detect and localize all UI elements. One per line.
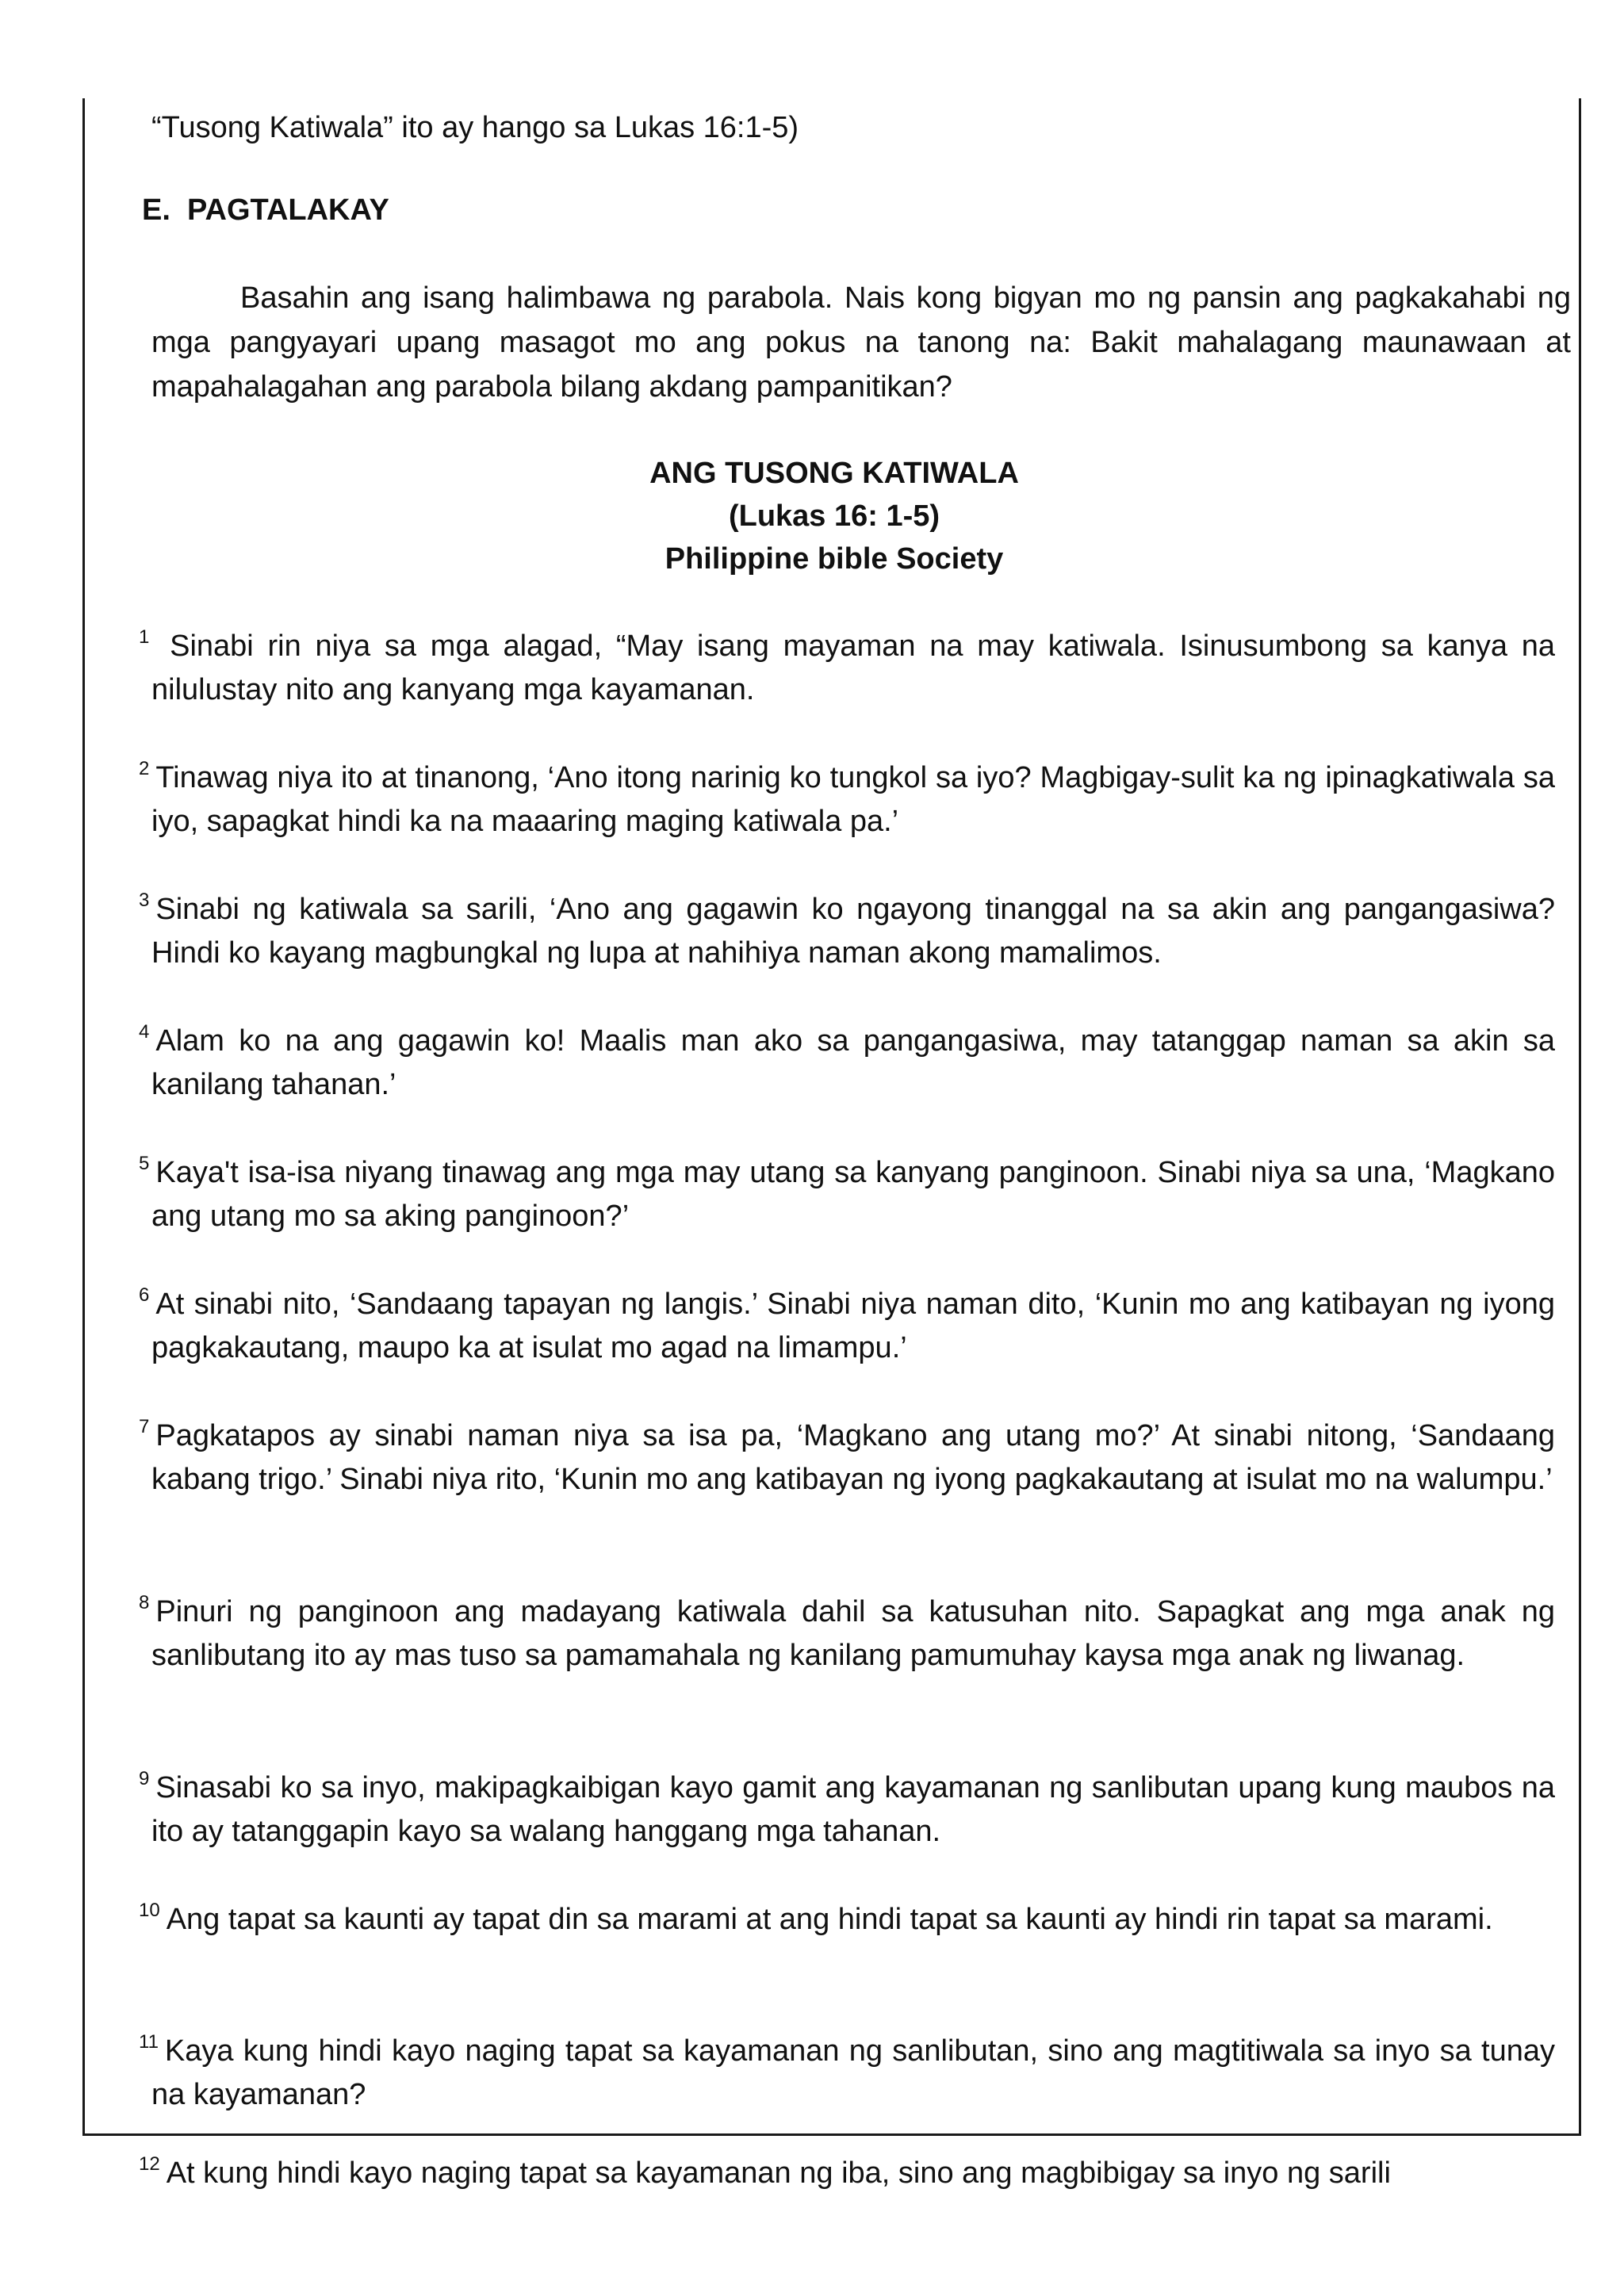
verse-10 [139,1898,1555,1942]
verse-text: Sinasabi ko sa inyo, makipagkaibigan kayo gamit ang kayamanan ng sanlibutan upang kung maubos na ito ay tatanggapin kayo sa walang hanggang mga tahanan. [151,1771,1555,1848]
verse-number: 9 [139,1768,150,1789]
page-frame [82,98,1581,2190]
verse-5 [139,1151,1555,1238]
story-title-block [85,452,1584,580]
story-reference: (Lukas 16: 1-5) [728,499,940,533]
verse-text: Pagkatapos ay sinabi naman niya sa isa pa, ‘Magkano ang utang mo?’ At sinabi nitong, ‘Sandaang kabang trigo.’ Sinabi niya rito, ‘Kunin mo ang katibayan ng iyong pagkakautang at isulat mo na walumpu.’ [151,1419,1555,1496]
section-letter: E. [142,193,170,227]
instruction-paragraph [151,276,1571,409]
verse-number: 5 [139,1153,150,1174]
verse-text: At sinabi nito, ‘Sandaang tapayan ng langis.’ Sinabi niya naman dito, ‘Kunin mo ang katibayan ng iyong pagkakautang, maupo ka at isulat mo agad na limampu.’ [151,1288,1555,1364]
verse-text: Ang tapat sa kaunti ay tapat din sa marami at ang hindi tapat sa kaunti ay hindi rin tapat sa marami. [166,1903,1493,1936]
verse-4 [139,1020,1555,1107]
verse-number: 3 [139,890,150,911]
verse-11 [139,2030,1555,2117]
verse-text: Alam ko na ang gagawin ko! Maalis man ako sa pangangasiwa, may tatanggap naman sa akin sa kanilang tahanan.’ [151,1024,1555,1101]
verse-9 [139,1766,1555,1854]
verse-6 [139,1283,1555,1370]
verse-text: At kung hindi kayo naging tapat sa kayamanan ng iba, sino ang magbibigay sa inyo ng sarili [166,2156,1391,2190]
verse-12 [139,2152,1555,2201]
verse-text: Tinawag niya ito at tinanong, ‘Ano itong narinig ko tungkol sa iyo? Magbigay-sulit ka ng ipinagkatiwala sa iyo, sapagkat hindi ka na maaaring maging katiwala pa.’ [151,761,1555,838]
section-title: PAGTALAKAY [187,193,389,227]
verse-number: 7 [139,1416,150,1437]
verse-text: Kaya't isa-isa niyang tinawag ang mga may utang sa kanyang panginoon. Sinabi niya sa una, ‘Magkano ang utang mo sa aking panginoon?’ [151,1156,1555,1233]
verse-number: 11 [139,2031,159,2053]
story-title: ANG TUSONG KATIWALA [649,457,1019,490]
verse-number: 6 [139,1284,150,1306]
verse-text: Kaya kung hindi kayo naging tapat sa kayamanan ng sanlibutan, sino ang magtitiwala sa inyo sa tunay na kayamanan? [151,2034,1555,2111]
intro-line: “Tusong Katiwala” ito ay hango sa Lukas 16:1-5) [151,111,799,144]
verse-text: Pinuri ng panginoon ang madayang katiwala dahil sa katusuhan nito. Sapagkat ang mga anak ng sanlibutang ito ay mas tuso sa pamamahala ng kanilang pamumuhay kaysa mga anak ng liwanag. [151,1595,1555,1672]
verse-3 [139,888,1555,975]
verse-text: Sinabi ng katiwala sa sarili, ‘Ano ang gagawin ko ngayong tinanggal na sa akin ang pangangasiwa? Hindi ko kayang magbungkal ng lupa at nahihiya naman akong mamalimos. [151,893,1555,970]
section-heading [142,189,389,232]
verse-number: 1 [139,626,150,648]
verse-2 [139,756,1555,844]
verse-7 [139,1414,1555,1502]
verse-number: 12 [139,2153,160,2175]
verse-number: 2 [139,758,150,779]
story-source: Philippine bible Society [665,542,1004,576]
verse-number: 4 [139,1021,150,1043]
verse-number: 10 [139,1900,160,1921]
instruction-text: Basahin ang isang halimbawa ng parabola. Nais kong bigyan mo ng pansin ang pagkakahabi ng mga pangyayari upang masagot mo ang pokus na tanong na: Bakit mahalagang maunawaan at mapahalagahan ang parabola bilang akdang pampanitikan? [151,281,1571,404]
verse-number: 8 [139,1592,150,1613]
verse-text: Sinabi rin niya sa mga alagad, “May isang mayaman na may katiwala. Isinusumbong sa kanya na nilulustay nito ang kanyang mga kayamanan. [151,629,1555,706]
verse-1 [139,625,1555,712]
verse-8 [139,1590,1555,1678]
